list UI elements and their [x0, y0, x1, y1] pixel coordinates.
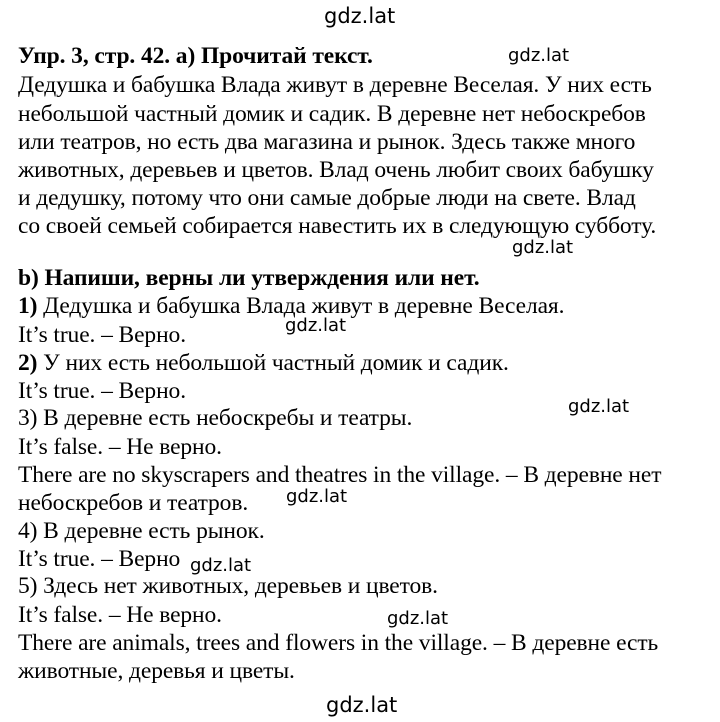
statement-5	[18, 573, 438, 600]
answer: It’s false. – Не верно.	[18, 434, 222, 460]
statement-text: В деревне есть небоскребы и театры.	[43, 405, 413, 431]
watermark: gdz.lat	[387, 608, 449, 629]
statement-number: 4)	[18, 518, 38, 544]
statement-1	[18, 293, 564, 320]
answer: There are no skyscrapers and theatres in the village. – В деревне нет	[18, 462, 662, 488]
statement-number: 1)	[18, 293, 38, 319]
watermark: gdz.lat	[512, 237, 574, 258]
statement-text: Здесь нет животных, деревьев и цветов.	[43, 573, 438, 599]
watermark-top: gdz.lat	[324, 4, 396, 28]
text-line: Дедушка и бабушка Влада живут в деревне Веселая. У них есть	[18, 72, 652, 98]
answer: There are animals, trees and flowers in the village. – В деревне есть	[18, 630, 659, 656]
watermark: gdz.lat	[508, 45, 570, 66]
watermark: gdz.lat	[286, 486, 348, 507]
answer: It’s true. – Верно.	[18, 322, 186, 348]
statement-number: 2)	[18, 350, 38, 376]
statement-2	[18, 350, 509, 377]
watermark: gdz.lat	[285, 315, 347, 336]
statement-text: Дедушка и бабушка Влада живут в деревне Веселая.	[43, 293, 565, 319]
exercise-header: Упр. 3, стр. 42. а) Прочитай текст.	[18, 43, 373, 69]
statement-number: 5)	[18, 573, 38, 599]
statement-text: В деревне есть рынок.	[43, 518, 265, 544]
text-line: со своей семьей собирается навестить их в следующую субботу.	[18, 213, 657, 239]
statement-number: 3)	[18, 405, 38, 431]
statement-text: У них есть небольшой частный домик и садик.	[43, 350, 509, 376]
answer: животные, деревья и цветы.	[18, 658, 295, 684]
answer: небоскребов и театров.	[18, 490, 249, 516]
task-b-header: b) Напиши, верны ли утверждения или нет.	[18, 265, 480, 291]
watermark: gdz.lat	[568, 396, 630, 417]
watermark-bottom: gdz.lat	[326, 693, 398, 717]
watermark: gdz.lat	[190, 555, 252, 576]
statement-4	[18, 518, 265, 545]
text-line: животных, деревьев и цветов. Влад очень любит своих бабушку	[18, 157, 654, 183]
text-line: и дедушку, потому что они самые добрые люди на свете. Влад	[18, 185, 636, 211]
answer: It’s true. – Верно	[18, 546, 181, 572]
answer: It’s false. – Не верно.	[18, 602, 222, 628]
answer: It’s true. – Верно.	[18, 378, 186, 404]
text-line: небольшой частный домик и садик. В деревне нет небоскребов	[18, 101, 646, 127]
statement-3	[18, 405, 412, 432]
text-line: или театров, но есть два магазина и рынок. Здесь также много	[18, 129, 636, 155]
